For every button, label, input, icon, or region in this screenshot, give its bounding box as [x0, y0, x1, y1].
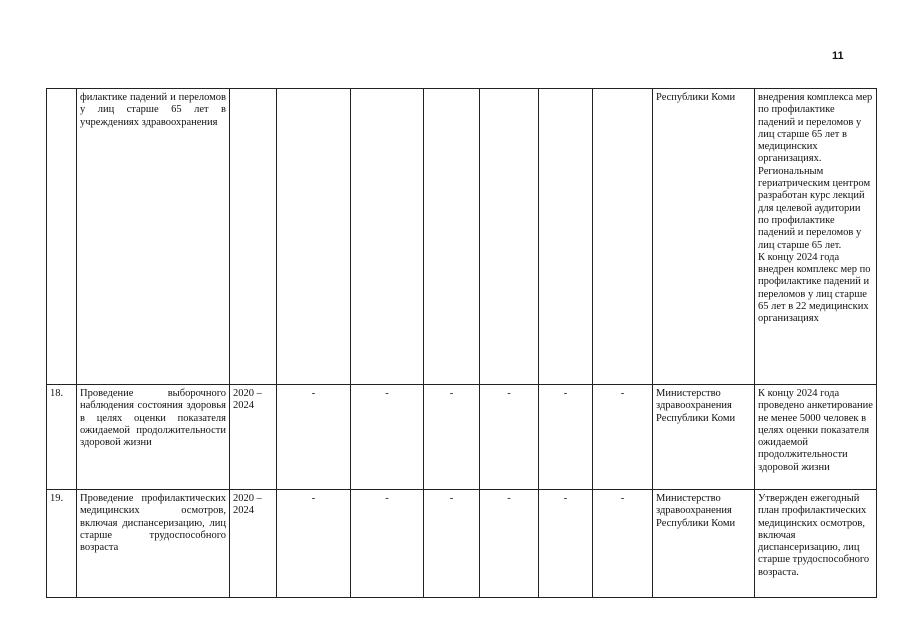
funding-cell: - — [277, 385, 351, 490]
table-row — [47, 89, 877, 385]
funding-cell — [351, 89, 424, 385]
funding-cell — [424, 89, 480, 385]
funding-cell: - — [480, 490, 539, 598]
funding-cell — [480, 89, 539, 385]
responsible-cell: Республики Коми — [653, 89, 755, 385]
funding-cell: - — [480, 385, 539, 490]
funding-cell: - — [539, 385, 593, 490]
table-row — [47, 385, 877, 490]
period-cell: 2020 – 2024 — [230, 385, 277, 490]
funding-cell: - — [351, 385, 424, 490]
row-number: 18. — [47, 385, 77, 490]
row-number — [47, 89, 77, 385]
page-number: 11 — [832, 50, 844, 62]
funding-cell — [593, 89, 653, 385]
responsible-cell: Министерство здравоохранения Республики Коми — [653, 490, 755, 598]
funding-cell: - — [424, 490, 480, 598]
measure-name: Проведение профилактических медицинских осмотров, включая диспансеризацию, лиц старше трудоспособного возраста — [77, 490, 230, 598]
funding-cell — [539, 89, 593, 385]
funding-cell — [277, 89, 351, 385]
responsible-cell: Министерство здравоохранения Республики Коми — [653, 385, 755, 490]
funding-cell: - — [539, 490, 593, 598]
period-cell — [230, 89, 277, 385]
funding-cell: - — [593, 490, 653, 598]
funding-cell: - — [351, 490, 424, 598]
measure-name: Проведение выборочного наблюдения состояния здоровья в целях оценки показателя ожидаемой продолжительности здоровой жизни — [77, 385, 230, 490]
result-cell: внедрения комплекса мер по профилактике падений и переломов у лиц старше 65 лет в медицинских организациях. Региональным гериатрическим центром разработан курс лекций для целевой аудитории по профилактике падений и переломов у лиц старше 65 лет. К концу 2024 года внедрен комплекс мер по профилактике падений и переломов у лиц старше 65 лет в 22 медицинских организациях — [755, 89, 877, 385]
measures-table — [46, 88, 877, 598]
period-cell: 2020 – 2024 — [230, 490, 277, 598]
measure-name: филактике падений и переломов у лиц старше 65 лет в учреждениях здравоохранения — [77, 89, 230, 385]
result-cell: К концу 2024 года проведено анкетирование не менее 5000 человек в целях оценки показателя ожидаемой продолжительности здоровой жизни — [755, 385, 877, 490]
funding-cell: - — [424, 385, 480, 490]
funding-cell: - — [277, 490, 351, 598]
funding-cell: - — [593, 385, 653, 490]
row-number: 19. — [47, 490, 77, 598]
result-cell: Утвержден ежегодный план профилактических медицинских осмотров, включая диспансеризацию, лиц старше трудоспособного возраста. — [755, 490, 877, 598]
table-row — [47, 490, 877, 598]
